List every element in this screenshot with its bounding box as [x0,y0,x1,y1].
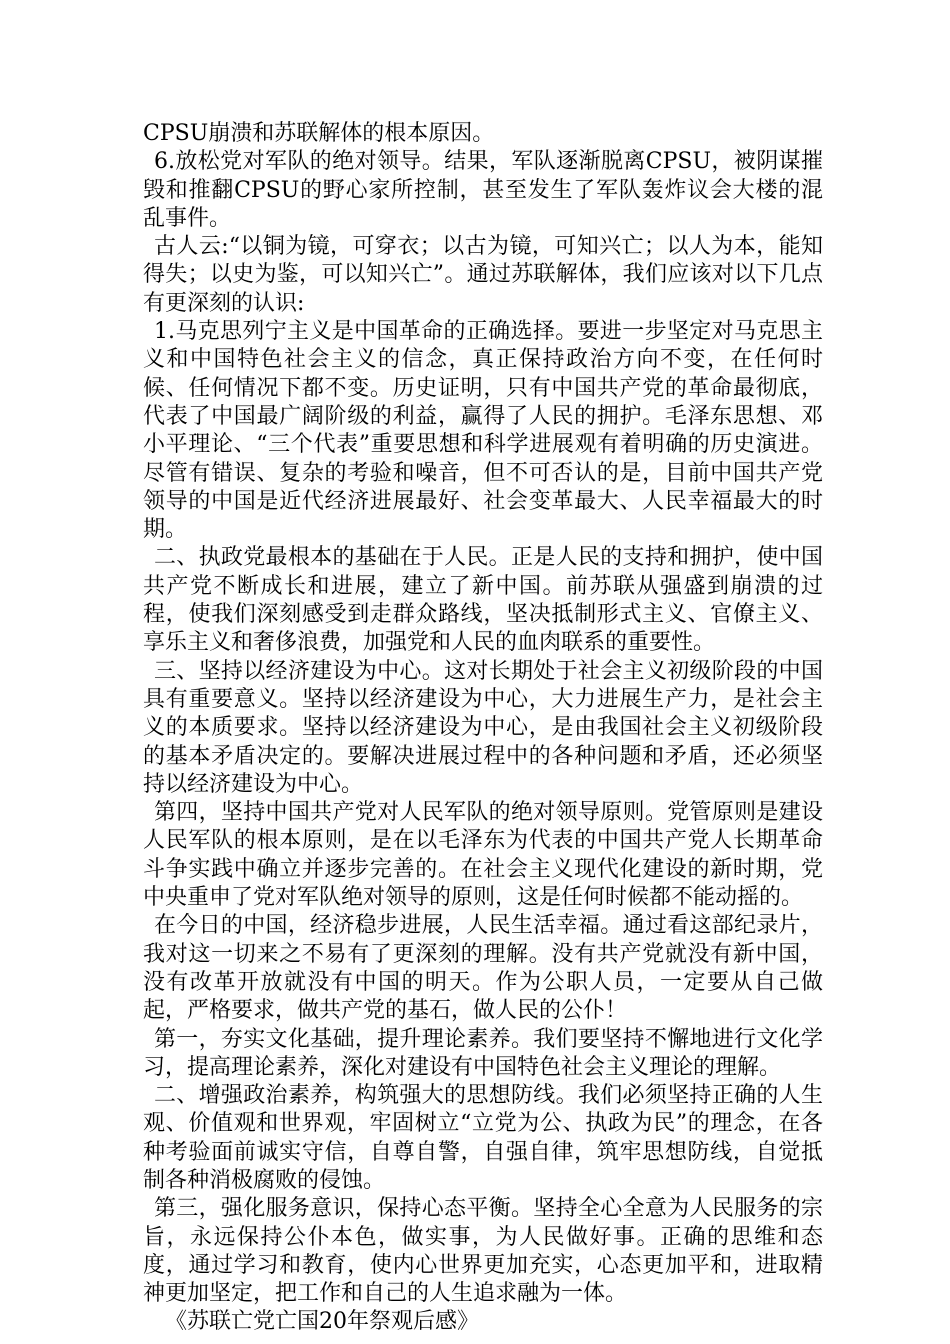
paragraph-11: 第三，强化服务意识，保持心态平衡。坚持全心全意为人民服务的宗旨，永远保持公仆本色，做实事，为人民做好事。正确的思维和态度，通过学习和教育，使内心世界更加充实，心态更加平和，进取精神更加坚定，把工作和自己的人生追求融为一体。 [143,1196,823,1307]
paragraph-7: 第四，坚持中国共产党对人民军队的绝对领导原则。党管原则是建设人民军队的根本原则，是在以毛泽东为代表的中国共产党人长期革命斗争实践中确立并逐步完善的。在社会主义现代化建设的新时期，党中央重申了党对军队绝对领导的原则，这是任何时候都不能动摇的。 [143,800,823,911]
paragraph-1: CPSU崩溃和苏联解体的根本原因。 [143,121,495,146]
paragraph-4: 1.马克思列宁主义是中国革命的正确选择。要进一步坚定对马克思主义和中国特色社会主义的信念，真正保持政治方向不变，在任何时候、任何情况下都不变。历史证明，只有中国共产党的革命最彻底，代表了中国最广阔阶级的利益，赢得了人民的拥护。毛泽东思想、邓小平理论、“三个代表”重要思想和科学进展观有着明确的历史演进。尽管有错误、复杂的考验和噪音，但不可否认的是，目前中国共产党领导的中国是近代经济进展最好、社会变革最大、人民幸福最大的时期。 [143,319,823,543]
paragraph-2: 6.放松党对军队的绝对领导。结果，军队逐渐脱离CPSU，被阴谋摧毁和推翻CPSU的野心家所控制，甚至发生了军队轰炸议会大楼的混乱事件。 [143,149,823,231]
paragraph-6: 三、坚持以经济建设为中心。这对长期处于社会主义初级阶段的中国具有重要意义。坚持以经济建设为中心，大力进展生产力，是社会主义的本质要求。坚持以经济建设为中心，是由我国社会主义初级阶段的基本矛盾决定的。要解决进展过程中的各种问题和矛盾，还必须坚持以经济建设为中心。 [143,658,823,797]
paragraph-10: 二、增强政治素养，构筑强大的思想防线。我们必须坚持正确的人生观、价值观和世界观，牢固树立“立党为公、执政为民”的理念，在各种考验面前诚实守信，自尊自警，自强自律，筑牢思想防线，自觉抵制各种消极腐败的侵蚀。 [143,1083,823,1193]
paragraph-3: 古人云:“以铜为镜，可穿衣；以古为镜，可知兴亡；以人为本，能知得失；以史为鉴，可以知兴亡”。通过苏联解体，我们应该对以下几点有更深刻的认识: [143,234,823,316]
document-page [143,120,823,1337]
paragraph-5: 二、执政党最根本的基础在于人民。正是人民的支持和拥护，使中国共产党不断成长和进展，建立了新中国。前苏联从强盛到崩溃的过程，使我们深刻感受到走群众路线，坚决抵制形式主义、官僚主义、享乐主义和奢侈浪费，加强党和人民的血肉联系的重要性。 [143,545,823,656]
paragraph-9: 第一，夯实文化基础，提升理论素养。我们要坚持不懈地进行文化学习，提高理论素养，深化对建设有中国特色社会主义理论的理解。 [143,1026,823,1080]
paragraph-8: 在今日的中国，经济稳步进展，人民生活幸福。通过看这部纪录片，我对这一切来之不易有了更深刻的理解。没有共产党就没有新中国，没有改革开放就没有中国的明天。作为公职人员，一定要从自己做起，严格要求，做共产党的基石，做人民的公仆！ [143,913,823,1024]
document-title-caption: 《苏联亡党亡国20年祭观后感》 [165,1309,479,1335]
